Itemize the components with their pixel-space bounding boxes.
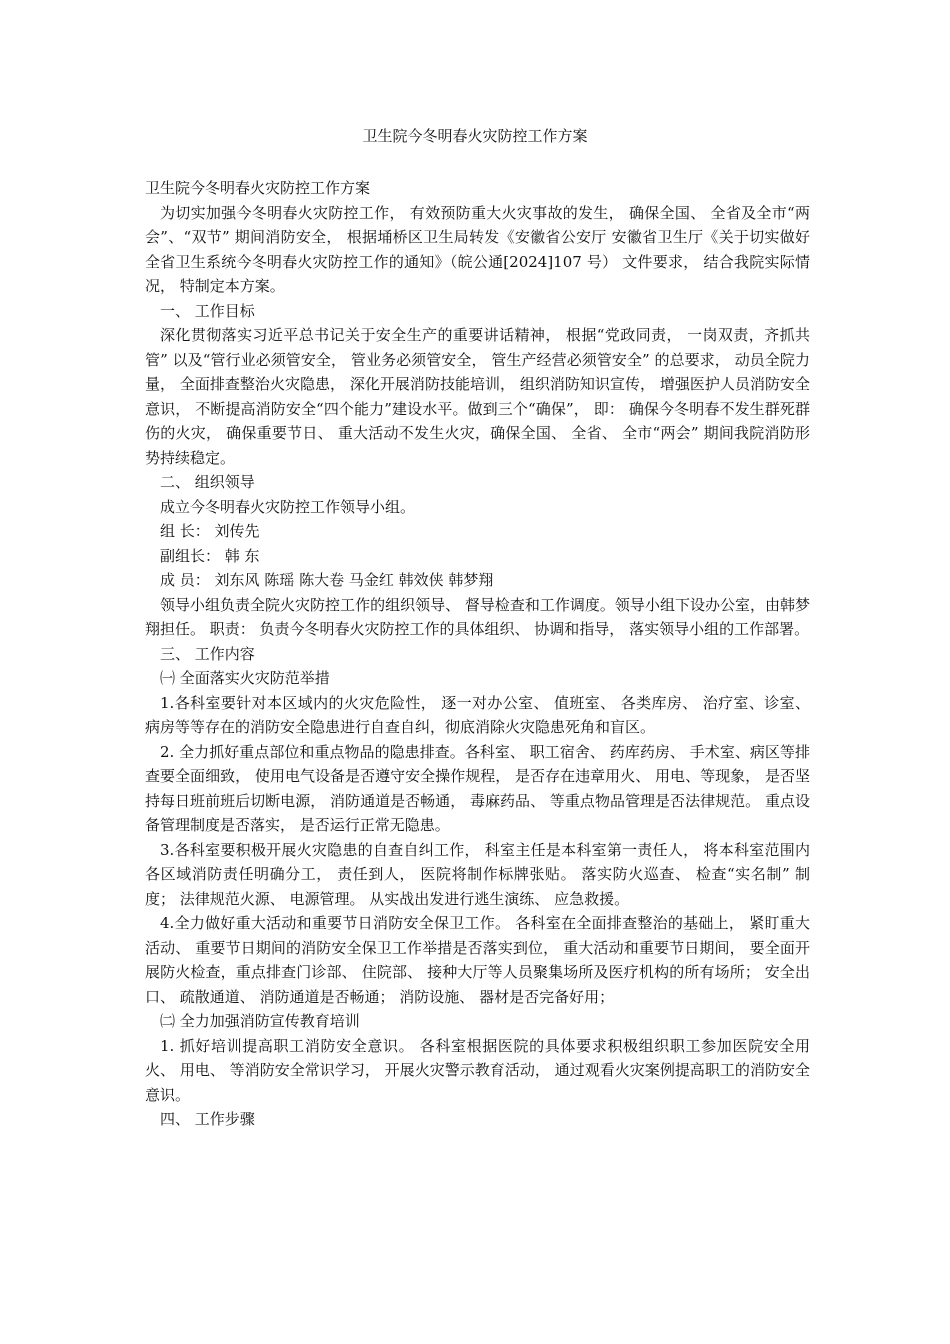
section-heading-leadership: 二、 组织领导 bbox=[160, 473, 255, 491]
training-item-1: 1. 抓好培训提高职工消防安全意识。 各科室根据医院的具体要求积极组织职工参加医院安全用火、 用电、 等消防安全常识学习， 开展火灾警示教育活动， 通过观看火灾案例提高职工的消防安全意识。 bbox=[145, 1036, 810, 1104]
document-body bbox=[145, 176, 810, 1132]
content-item-1: 1.各科室要针对本区域内的火灾危险性， 逐一对办公室、 值班室、 各类库房、 治疗室、诊室、 病房等等存在的消防安全隐患进行自查自纠，彻底消除火灾隐患死角和盲区。 bbox=[145, 693, 810, 736]
deputy-leader-line: 副组长： 韩 东 bbox=[160, 546, 260, 565]
subsection-heading-training: ㈡ 全力加强消防宣传教育培训 bbox=[160, 1012, 360, 1030]
subsection-heading-prevention: ㈠ 全面落实火灾防范举措 bbox=[160, 669, 330, 687]
goals-paragraph: 深化贯彻落实习近平总书记关于安全生产的重要讲话精神， 根据“党政同责， 一岗双责，齐抓共管” 以及“管行业必须管安全， 管业务必须管安全， 管生产经营必须管安全” 的总要求， 动员全院力量， 全面排查整治火灾隐患， 深化开展消防技能培训， 组织消防知识宣传， 增强医护人员消防安全意识， 不断提高消防安全“四个能力”建设水平。做到三个“确保”， 即： 确保今冬明春不发生群死群伤的火灾， 确保重要节日、 重大活动不发生火灾，确保全国、 全省、 全市“两会” 期间我院消防形势持续稳定。 bbox=[145, 326, 810, 467]
content-item-4: 4.全力做好重大活动和重要节日消防安全保卫工作。 各科室在全面排查整治的基础上， 紧盯重大活动、 重要节日期间的消防安全保卫工作举措是否落实到位， 重大活动和重要节日期间， 要全面开展防火检查，重点排查门诊部、 住院部、 接种大厅等人员聚集场所及医疗机构的所有场所； 安全出口、 疏散通道、 消防通道是否畅通； 消防设施、 器材是否完备好用； bbox=[145, 914, 810, 1006]
members-line: 成 员： 刘东风 陈瑶 陈大卷 马金红 韩效侠 韩梦翔 bbox=[160, 571, 494, 589]
section-heading-content: 三、 工作内容 bbox=[160, 644, 255, 663]
content-item-3: 3.各科室要积极开展火灾隐患的自查自纠工作， 科室主任是本科室第一责任人， 将本科室范围内各区域消防责任明确分工， 责任到人， 医院将制作标牌张贴。 落实防火巡查、 检查“实名制” 制度； 法律规范火源、 电源管理。 从实战出发进行逃生演练、 应急救援。 bbox=[145, 840, 810, 908]
intro-paragraph: 为切实加强今冬明春火灾防控工作， 有效预防重大火灾事故的发生， 确保全国、 全省及全市“两会”、“双节” 期间消防安全， 根据埇桥区卫生局转发《安徽省公安厅 安徽省卫生厅《关于切实做好全省卫生系统今冬明春火灾防控工作的通知》（皖公通[2024]107 号） 文件要求， 结合我院实际情况， 特制定本方案。 bbox=[145, 203, 810, 295]
leadership-intro: 成立今冬明春火灾防控工作领导小组。 bbox=[160, 497, 416, 516]
document-title: 卫生院今冬明春火灾防控工作方案 bbox=[362, 127, 588, 145]
leader-line: 组 长： 刘传先 bbox=[160, 522, 260, 540]
leadership-duties-paragraph: 领导小组负责全院火灾防控工作的组织领导、 督导检查和工作调度。领导小组下设办公室，由韩梦翔担任。 职责： 负责今冬明春火灾防控工作的具体组织、 协调和指导， 落实领导小组的工作部署。 bbox=[145, 595, 810, 638]
section-heading-goals: 一、 工作目标 bbox=[160, 301, 255, 320]
content-item-2: 2. 全力抓好重点部位和重点物品的隐患排查。各科室、 职工宿舍、 药库药房、 手术室、病区等排查要全面细致， 使用电气设备是否遵守安全操作规程， 是否存在违章用火、 用电、等现象， 是否坚持每日班前班后切断电源， 消防通道是否畅通， 毒麻药品、 等重点物品管理是否法律规范。 重点设备管理制度是否落实， 是否运行正常无隐患。 bbox=[145, 742, 810, 834]
body-heading: 卫生院今冬明春火灾防控工作方案 bbox=[145, 179, 371, 197]
section-heading-steps: 四、 工作步骤 bbox=[160, 1110, 255, 1128]
